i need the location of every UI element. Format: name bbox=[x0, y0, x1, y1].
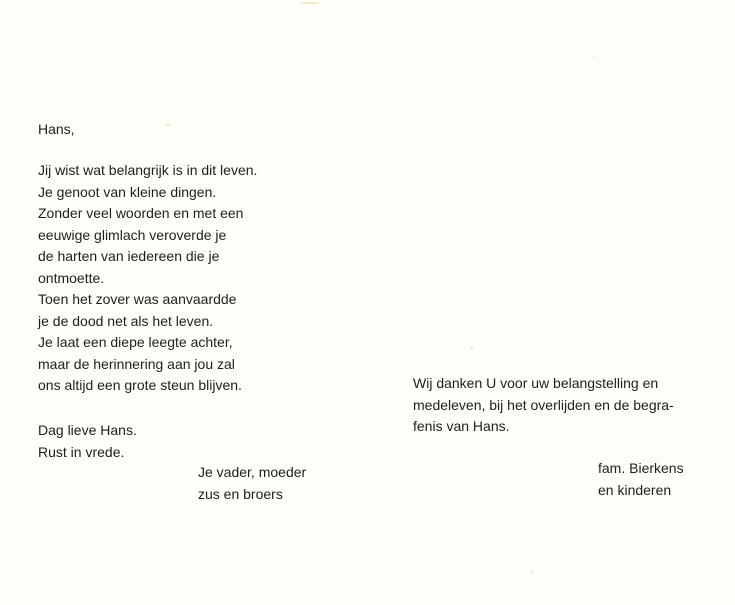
signature-line: Je vader, moeder bbox=[198, 464, 307, 480]
paper-speck bbox=[470, 346, 473, 349]
paper-speck bbox=[593, 56, 595, 58]
poem-line: de harten van iedereen die je bbox=[38, 248, 220, 264]
signature-line: fam. Bierkens bbox=[598, 460, 684, 476]
thanks-line: medeleven, bij het overlijden en de begra- bbox=[413, 396, 674, 413]
family-signature-right bbox=[598, 458, 684, 501]
signature-line: en kinderen bbox=[598, 481, 672, 498]
poem bbox=[38, 160, 257, 397]
poem-line: Je genoot van kleine dingen. bbox=[38, 183, 217, 200]
family-signature-left bbox=[198, 462, 306, 505]
farewell-line: Dag lieve Hans. bbox=[38, 422, 137, 438]
poem-line: maar de herinnering aan jou zal bbox=[38, 355, 235, 372]
thanks-message bbox=[413, 373, 674, 438]
poem-line: ontmoette. bbox=[38, 269, 105, 286]
poem-line: ons altijd een grote steun blijven. bbox=[38, 377, 242, 393]
farewell-line: Rust in vrede. bbox=[38, 443, 125, 460]
farewell bbox=[38, 420, 137, 463]
greeting-text: Hans, bbox=[38, 121, 75, 137]
paper-speck bbox=[165, 124, 171, 126]
paper-speck bbox=[300, 2, 320, 4]
thanks-line: Wij danken U voor uw belangstelling en bbox=[413, 375, 659, 391]
poem-line: Je laat een diepe leegte achter, bbox=[38, 334, 233, 350]
poem-line: eeuwige glimlach veroverde je bbox=[38, 226, 227, 243]
poem-line: Zonder veel woorden en met een bbox=[38, 205, 244, 221]
signature-line: zus en broers bbox=[198, 485, 283, 502]
poem-line: je de dood net als het leven. bbox=[38, 312, 214, 329]
greeting bbox=[38, 119, 75, 141]
poem-line: Toen het zover was aanvaardde bbox=[38, 291, 237, 307]
paper-speck bbox=[530, 571, 533, 574]
thanks-line: fenis van Hans. bbox=[413, 418, 510, 434]
poem-line: Jij wist wat belangrijk is in dit leven. bbox=[38, 162, 258, 178]
